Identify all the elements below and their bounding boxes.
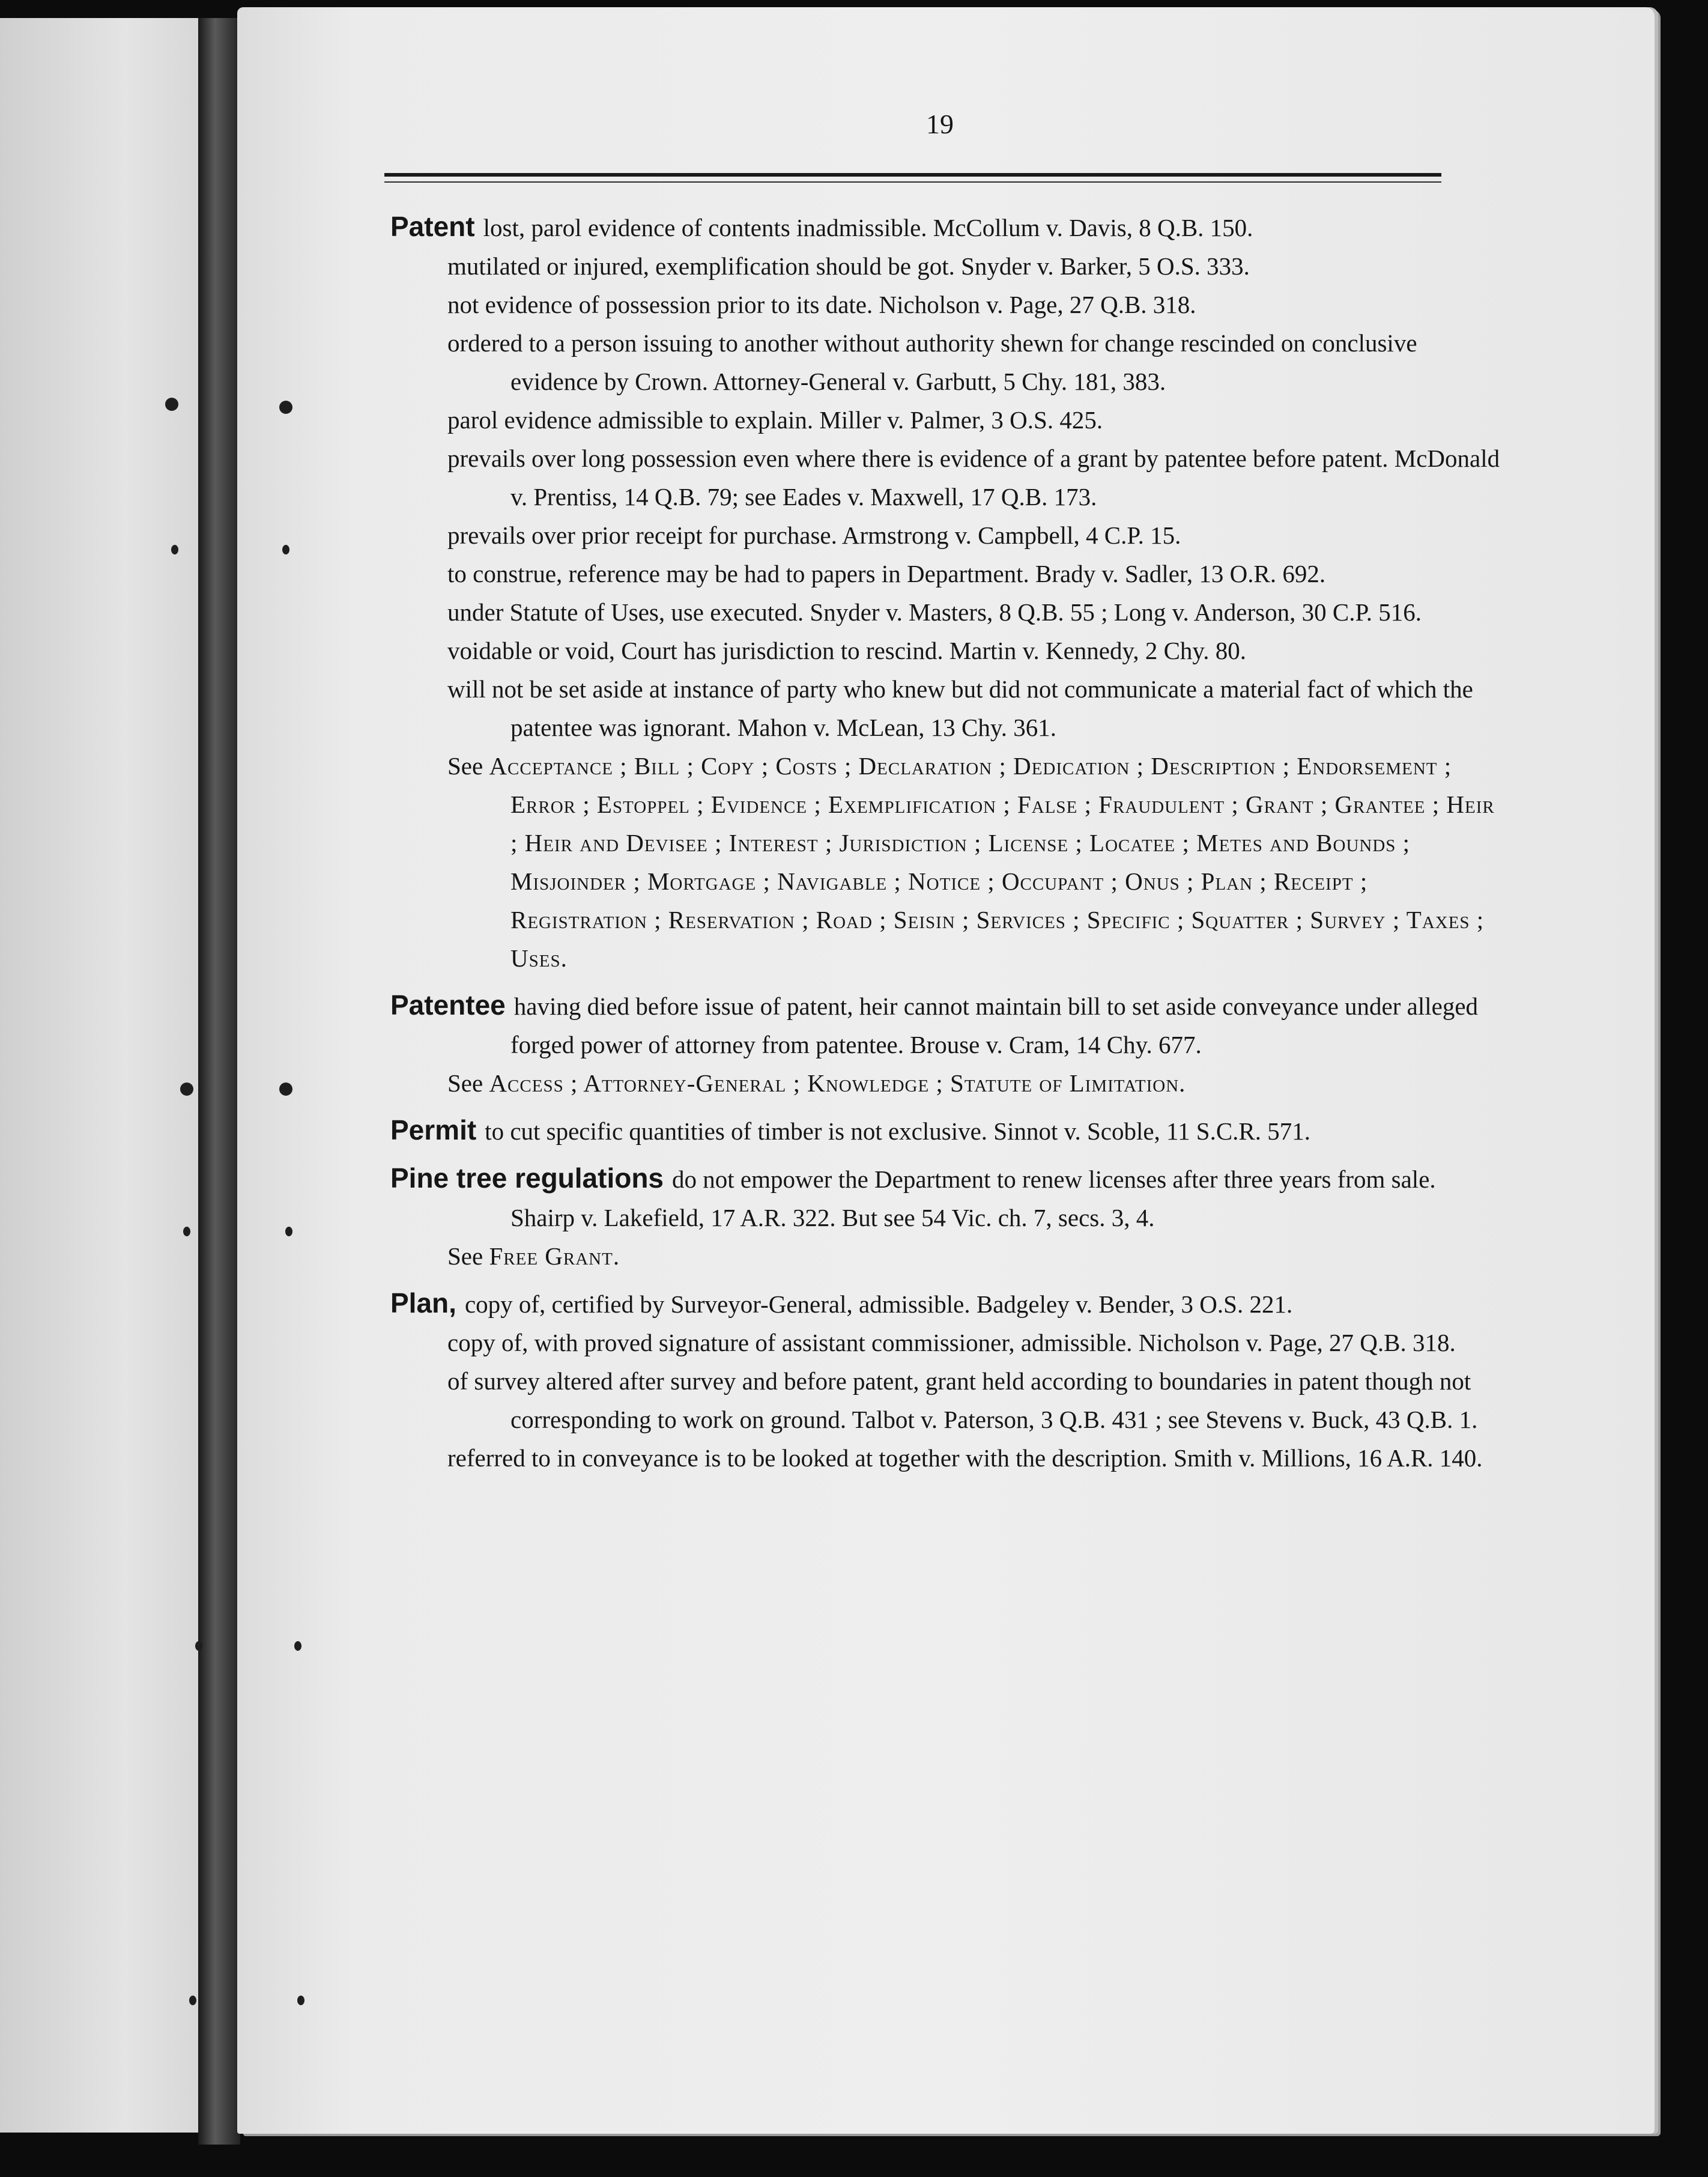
entry-text: having died before issue of patent, heir cannot maintain bill to set aside conveyance under alleged forged power of attorney from patentee. Brouse v. Cram, 14 Chy. 677. bbox=[510, 992, 1479, 1058]
binding-hole bbox=[285, 1227, 292, 1236]
see-label: See bbox=[447, 752, 483, 780]
see-also bbox=[447, 747, 1501, 977]
header-rule-thin bbox=[384, 181, 1441, 183]
entry-heading: Permit bbox=[390, 1114, 477, 1146]
index-entry-permit bbox=[384, 1111, 1501, 1150]
entry-text: to cut specific quantities of timber is not exclusive. Sinnot v. Scoble, 11 S.C.R. 571. bbox=[485, 1117, 1311, 1145]
sub-entry: copy of, with proved signature of assistant commissioner, admissible. Nicholson v. Page, 27 Q.B. 318. bbox=[447, 1329, 1456, 1356]
sub-entry: voidable or void, Court has jurisdiction to rescind. Martin v. Kennedy, 2 Chy. 80. bbox=[447, 637, 1247, 664]
entry-text: copy of, certified by Surveyor-General, admissible. Badgeley v. Bender, 3 O.S. 221. bbox=[464, 1290, 1293, 1318]
entry-main bbox=[390, 1111, 1501, 1150]
binding-hole bbox=[180, 1082, 193, 1096]
entry-text: do not empower the Department to renew licenses after three years from sale. Shairp v. Lakefield, 17 A.R. 322. But see 54 Vic. ch. 7, secs. 3, 4. bbox=[510, 1165, 1436, 1231]
see-also bbox=[447, 1064, 1501, 1102]
entry-main bbox=[390, 207, 1501, 247]
sub-entry: prevails over long possession even where there is evidence of a grant by patentee before patent. McDonald v. Prentiss, 14 Q.B. 79; see Eades v. Maxwell, 17 Q.B. 173. bbox=[447, 445, 1500, 511]
binding-hole bbox=[183, 1227, 190, 1236]
sub-entry: ordered to a person issuing to another without authority shewn for change rescinded on conclusive evidence by Crown. Attorney-General v. Garbutt, 5 Chy. 181, 383. bbox=[447, 329, 1417, 395]
entry-text: lost, parol evidence of contents inadmissible. McCollum v. Davis, 8 Q.B. 150. bbox=[483, 214, 1253, 241]
index-entry-patent bbox=[384, 207, 1501, 977]
see-references: Free Grant. bbox=[489, 1242, 620, 1270]
entry-main bbox=[390, 1159, 1501, 1237]
binding-hole bbox=[165, 398, 178, 411]
header-rule bbox=[384, 173, 1441, 177]
index-entry-patentee bbox=[384, 986, 1501, 1102]
binding-hole bbox=[195, 1641, 202, 1651]
sub-entry: not evidence of possession prior to its date. Nicholson v. Page, 27 Q.B. 318. bbox=[447, 291, 1196, 318]
page-number: 19 bbox=[926, 109, 954, 139]
entry-heading: Patentee bbox=[390, 989, 506, 1021]
index-entry-plan bbox=[384, 1284, 1501, 1477]
see-label: See bbox=[447, 1242, 483, 1270]
binding-hole bbox=[171, 545, 178, 554]
entry-main bbox=[390, 1284, 1501, 1323]
sub-entry: will not be set aside at instance of party who knew but did not communicate a material fact of which the patentee was ignorant. Mahon v. McLean, 13 Chy. 361. bbox=[447, 675, 1473, 741]
left-page-edge bbox=[0, 18, 228, 2133]
binding-hole bbox=[279, 1082, 292, 1096]
sub-entry: parol evidence admissible to explain. Miller v. Palmer, 3 O.S. 425. bbox=[447, 406, 1103, 434]
entry-heading: Pine tree regulations bbox=[390, 1162, 664, 1194]
sub-entry: to construe, reference may be had to papers in Department. Brady v. Sadler, 13 O.R. 692. bbox=[447, 560, 1326, 588]
binding-hole bbox=[282, 545, 289, 554]
index-entry-pine-tree-regulations bbox=[384, 1159, 1501, 1275]
sub-entry: of survey altered after survey and before patent, grant held according to boundaries in patent though not corresponding to work on ground. Talbot v. Paterson, 3 Q.B. 431 ; see Stevens v. Buck, 43 Q.B. 1. bbox=[447, 1367, 1478, 1433]
binding-hole bbox=[279, 401, 292, 414]
entry-heading: Patent bbox=[390, 211, 475, 242]
binding-hole bbox=[294, 1641, 301, 1651]
index-content bbox=[384, 207, 1501, 1477]
sub-entry: referred to in conveyance is to be looked at together with the description. Smith v. Millions, 16 A.R. 140. bbox=[447, 1444, 1483, 1472]
binding-hole bbox=[297, 1996, 304, 2005]
sub-entry: prevails over prior receipt for purchase. Armstrong v. Campbell, 4 C.P. 15. bbox=[447, 521, 1181, 549]
sub-entry: mutilated or injured, exemplification should be got. Snyder v. Barker, 5 O.S. 333. bbox=[447, 252, 1250, 280]
see-label: See bbox=[447, 1069, 483, 1097]
sub-entry: under Statute of Uses, use executed. Snyder v. Masters, 8 Q.B. 55 ; Long v. Anderson, 30 C.P. 516. bbox=[447, 598, 1422, 626]
entry-heading: Plan, bbox=[390, 1287, 456, 1319]
entry-main bbox=[390, 986, 1501, 1064]
see-also bbox=[447, 1237, 1501, 1275]
book-spine bbox=[198, 18, 240, 2145]
see-references: Access ; Attorney-General ; Knowledge ; Statute of Limitation. bbox=[489, 1069, 1186, 1097]
see-references: Acceptance ; Bill ; Copy ; Costs ; Declaration ; Dedication ; Description ; Endorsement ; Error ; Estoppel ; Evidence ; Exemplification ; False ; Fraudulent ; Grant ; Grantee ; Heir ; Heir and Devisee ; Interest ; Jurisdiction ; License ; Locatee ; Metes and Bounds ; Misjoinder ; Mortgage ; Navigable ; Notice ; Occupant ; Onus ; Plan ; Receipt ; Registration ; Reservation ; Road ; Seisin ; Services ; Specific ; Squatter ; Survey ; Taxes ; Uses. bbox=[489, 752, 1495, 972]
binding-hole bbox=[189, 1996, 196, 2005]
